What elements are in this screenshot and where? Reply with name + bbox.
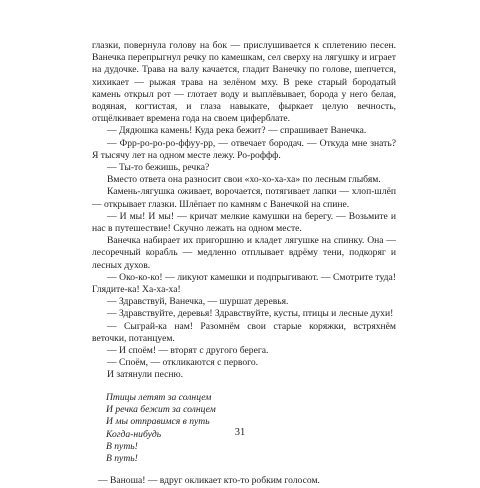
paragraph: Камень-лягушка оживает, ворочается, потягивает лапки — хлоп-шлёп — открывает глазки. Шлёпает по камням с Ванечкой на спине.	[92, 186, 396, 210]
paragraph: — Око-ко-ко! — ликуют камешки и подпрыгивают. — Смотрите туда! Глядите-ка! Ха-ха-ха!	[92, 271, 396, 296]
paragraph: — Ты-то бежишь, речка?	[107, 162, 210, 174]
paragraph: глазки, повернула голову на бок — прислушивается к сплетению песен. Ванечка перепрыгнул речку по камешкам, сел сверху на лягушку и играет на дудочке. Трава на валу качается, гладит Ванечку по голове, шепчется, хихикает — рыжая трава на зелёном мху. В реке старый бородатый камень открыл рот — глотает воду и выплёвывает, борода у него белая, водяная, когтистая, и глаза навыкате, фыркает целую вечность, отщёлкивает времена года на своем циферблате.	[92, 40, 396, 125]
verse-line: Птицы летят за солнцем	[106, 391, 212, 403]
paragraph: — Сыграй-ка нам! Разомнём свои старые коряжки, встряхнём веточки, потанцуем.	[92, 320, 396, 344]
paragraph: — Фрр-ро-ро-ро-ффуу-рр, — отвечает бородач. — Откуда мне знать? Я тысячу лет на одном месте лежу. Ро-роффф.	[92, 137, 396, 161]
paragraph: — И мы! И мы! — кричат мелкие камушки на берегу. — Возьмите и нас в путешествие! Скучно лежать на одном месте.	[92, 210, 396, 235]
paragraph: Вместо ответа она разносит свои «хо-хо-ха-ха» по лесным глыбям.	[107, 174, 381, 186]
page-number: 31	[234, 427, 246, 438]
paragraph: Ванечка набирает их пригоршню и кладет лягушке на спинку. Она — лесоречный корабль — медленно отплывает вдрёму тени, подкоряг и лесных духов.	[92, 235, 396, 271]
verse-line: В путь!	[106, 453, 138, 465]
verse-line: И мы отправимся в путь	[106, 416, 210, 428]
paragraph: — Здравствуйте, деревья! Здравствуйте, кусты, птицы и лесные духи!	[107, 308, 394, 320]
paragraph: — Дядюшка камень! Куда река бежит? — спрашивает Ванечка.	[107, 125, 367, 137]
page-text	[92, 40, 396, 488]
paragraph: — Споём, — откликаются с первого.	[107, 357, 259, 369]
paragraph: — Здравствуй, Ванечка, — шуршат деревья.	[107, 296, 289, 308]
verse-line: И речка бежит за солнцем	[106, 403, 216, 415]
paragraph: — И споём! — вторят с другого берега.	[107, 345, 269, 357]
verse-line: В путь!	[106, 440, 138, 452]
closing-line: — Ваноша! — вдруг окликает кто-то робким голосом.	[98, 475, 320, 487]
verse-line: Когда-нибудь	[106, 428, 162, 440]
paragraph: И затянули песню.	[107, 369, 184, 381]
